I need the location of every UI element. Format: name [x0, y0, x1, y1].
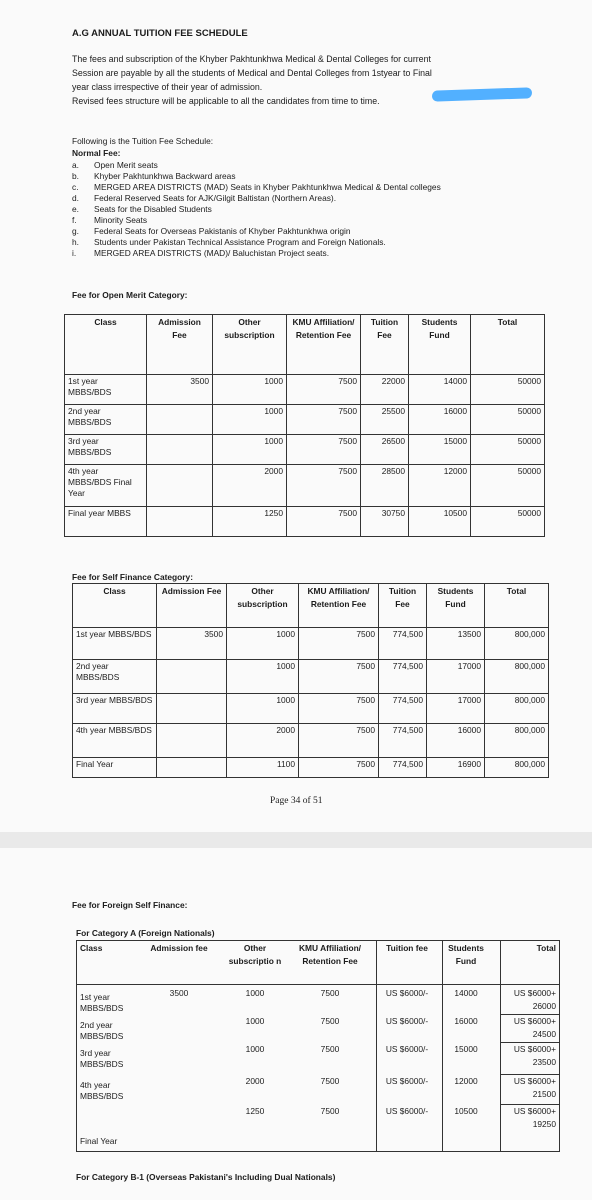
fee-cell: 50000	[471, 465, 545, 507]
fee-cell: 50000	[471, 375, 545, 405]
fee-cell: 10500	[454, 1106, 478, 1116]
category-text: Open Merit seats	[94, 160, 158, 170]
column-header: Class	[73, 584, 157, 628]
total-cell: US $6000+	[513, 1106, 556, 1116]
fee-cell: 7500	[320, 988, 340, 998]
class-cell: Final Year	[73, 758, 157, 778]
table-rule	[559, 940, 560, 1152]
category-item	[72, 171, 552, 182]
category-text: Federal Reserved Seats for AJK/Gilgit Baltistan (Northern Areas).	[94, 193, 337, 203]
table-row	[73, 694, 549, 724]
intro-line: The fees and subscription of the Khyber Pakhtunkhwa Medical & Dental Colleges for current	[72, 54, 431, 64]
fee-cell: US $6000/-	[385, 1076, 429, 1086]
fee-cell: 7500	[287, 405, 361, 435]
fee-cell: US $6000/-	[385, 1016, 429, 1026]
fee-cell: 22000	[361, 375, 409, 405]
column-header: Tuition fee	[386, 943, 428, 953]
fee-cell: 774,500	[379, 660, 427, 694]
category-text: Seats for the Disabled Students	[94, 204, 212, 214]
column-header: Total	[485, 584, 549, 628]
fee-cell: 7500	[320, 1106, 340, 1116]
fee-cell: 15000	[409, 435, 471, 465]
total-cell: 19250	[532, 1119, 556, 1129]
fee-cell: 17000	[427, 694, 485, 724]
table-row	[73, 724, 549, 758]
category-item	[72, 237, 552, 248]
category-item	[72, 193, 552, 204]
table-row	[65, 465, 545, 507]
class-cell: Final year MBBS	[65, 507, 147, 537]
fee-cell	[157, 660, 227, 694]
fee-cell: 50000	[471, 405, 545, 435]
fee-cell: 1000	[213, 435, 287, 465]
column-header: Admission fee	[150, 943, 208, 953]
column-header: Tuition Fee	[361, 315, 409, 375]
table-row	[65, 405, 545, 435]
column-header: Students Fund	[409, 315, 471, 375]
fee-cell: 800,000	[485, 724, 549, 758]
category-item	[72, 182, 552, 193]
category-text: Minority Seats	[94, 215, 148, 225]
fee-cell: 7500	[299, 628, 379, 660]
intro-line: Session are payable by all the students of Medical and Dental Colleges from 1styear to Final	[72, 68, 432, 78]
class-cell: 2nd year MBBS/BDS	[65, 405, 147, 435]
table-rule	[76, 1151, 560, 1152]
fee-cell: 12000	[454, 1076, 478, 1086]
column-header: Students Fund	[448, 943, 484, 966]
fee-cell: 800,000	[485, 660, 549, 694]
fee-cell: 1000	[227, 628, 299, 660]
fee-cell: 12000	[409, 465, 471, 507]
column-header: KMU Affiliation/ Retention Fee	[287, 315, 361, 375]
column-header: Other subscriptio n	[228, 943, 282, 966]
column-header: Tuition Fee	[379, 584, 427, 628]
foreign-fee-table	[76, 940, 560, 1152]
category-list	[72, 160, 552, 259]
fee-cell: US $6000/-	[385, 1106, 429, 1116]
fee-cell: 10500	[409, 507, 471, 537]
fee-cell	[147, 465, 213, 507]
fee-cell	[157, 758, 227, 778]
total-cell: 21500	[532, 1089, 556, 1099]
category-item	[72, 248, 552, 259]
fee-cell: 1000	[227, 660, 299, 694]
fee-cell: 1000	[245, 988, 265, 998]
class-cell: 4th year MBBS/BDS	[80, 1080, 124, 1101]
fee-cell: 7500	[320, 1044, 340, 1054]
fee-cell: 800,000	[485, 628, 549, 660]
fee-cell	[157, 724, 227, 758]
fee-cell	[147, 435, 213, 465]
column-header: Class	[80, 943, 103, 953]
table-row	[73, 628, 549, 660]
fee-cell: 26500	[361, 435, 409, 465]
total-cell: US $6000+	[513, 988, 556, 998]
class-cell: 1st year MBBS/BDS	[80, 992, 124, 1013]
class-cell: 4th year MBBS/BDS Final Year	[65, 465, 147, 507]
table-row	[65, 375, 545, 405]
column-header: Admission Fee	[157, 584, 227, 628]
category-letter: d.	[72, 193, 79, 203]
fee-cell: 1000	[227, 694, 299, 724]
category-letter: c.	[72, 182, 79, 192]
column-header: Other subscription	[227, 584, 299, 628]
class-cell: 4th year MBBS/BDS	[73, 724, 157, 758]
fee-cell	[147, 507, 213, 537]
fee-cell: 1100	[227, 758, 299, 778]
fee-cell: 774,500	[379, 628, 427, 660]
total-cell: US $6000+	[513, 1076, 556, 1086]
section-heading: A.G ANNUAL TUITION FEE SCHEDULE	[72, 28, 248, 39]
total-cell: US $6000+	[513, 1044, 556, 1054]
fee-cell: 7500	[287, 375, 361, 405]
total-cell: US $6000+	[513, 1016, 556, 1026]
total-cell: 26000	[532, 1001, 556, 1011]
class-cell: 2nd year MBBS/BDS	[80, 1020, 124, 1041]
column-header: KMU Affiliation/ Retention Fee	[298, 943, 362, 966]
total-cell: 23500	[532, 1057, 556, 1067]
class-cell: Final Year	[80, 1136, 118, 1146]
category-text: Khyber Pakhtunkhwa Backward areas	[94, 171, 236, 181]
total-cell: 24500	[532, 1029, 556, 1039]
intro-line: Revised fees structure will be applicable to all the candidates from time to time.	[72, 96, 380, 106]
category-letter: e.	[72, 204, 79, 214]
column-header: Students Fund	[427, 584, 485, 628]
page-number: Page 34 of 51	[270, 796, 323, 806]
fee-cell: 3500	[147, 375, 213, 405]
fee-cell: 774,500	[379, 724, 427, 758]
category-item	[72, 226, 552, 237]
class-cell: 1st year MBBS/BDS	[73, 628, 157, 660]
fee-cell: 30750	[361, 507, 409, 537]
fee-cell: 14000	[409, 375, 471, 405]
intro-line: year class irrespective of their year of admission.	[72, 82, 263, 92]
fee-cell: 2000	[227, 724, 299, 758]
category-letter: g.	[72, 226, 79, 236]
fee-cell: 50000	[471, 435, 545, 465]
category-item	[72, 160, 552, 171]
category-item	[72, 215, 552, 226]
fee-cell: 1000	[213, 405, 287, 435]
fee-cell: 16000	[454, 1016, 478, 1026]
class-cell: 2nd year MBBS/BDS	[73, 660, 157, 694]
fee-cell: 1250	[245, 1106, 265, 1116]
fee-cell: 774,500	[379, 694, 427, 724]
fee-cell: 800,000	[485, 758, 549, 778]
fee-cell: 2000	[213, 465, 287, 507]
fee-cell: 7500	[299, 660, 379, 694]
fee-cell: 17000	[427, 660, 485, 694]
fee-cell: 7500	[299, 694, 379, 724]
category-text: MERGED AREA DISTRICTS (MAD) Seats in Khyber Pakhtunkhwa Medical & Dental colleges	[94, 182, 441, 192]
category-letter: b.	[72, 171, 79, 181]
table-rule	[500, 1104, 560, 1105]
fee-cell: 28500	[361, 465, 409, 507]
fee-cell: 7500	[320, 1016, 340, 1026]
fee-cell: 1250	[213, 507, 287, 537]
table-rule	[76, 984, 560, 985]
column-header: Total	[536, 943, 556, 953]
self-finance-fee-table	[72, 583, 549, 778]
fee-cell: 16000	[409, 405, 471, 435]
column-header: KMU Affiliation/ Retention Fee	[299, 584, 379, 628]
column-header: Class	[65, 315, 147, 375]
fee-cell: 25500	[361, 405, 409, 435]
fee-cell: 7500	[299, 724, 379, 758]
column-header: Other subscription	[213, 315, 287, 375]
table-rule	[500, 940, 501, 1152]
normal-fee-label: Normal Fee:	[72, 148, 121, 158]
table-rule	[442, 940, 443, 1152]
category-text: Federal Seats for Overseas Pakistanis of Khyber Pakhtunkhwa origin	[94, 226, 351, 236]
fee-cell: 800,000	[485, 694, 549, 724]
table-row	[65, 435, 545, 465]
fee-cell: 16900	[427, 758, 485, 778]
table-row	[73, 660, 549, 694]
fee-cell: 1000	[213, 375, 287, 405]
table-row	[65, 507, 545, 537]
table-rule	[500, 1042, 560, 1043]
table-header-row	[73, 584, 549, 628]
open-merit-fee-table	[64, 314, 545, 537]
self-finance-heading: Fee for Self Finance Category:	[72, 572, 193, 582]
table-rule	[500, 1074, 560, 1075]
fee-cell	[147, 405, 213, 435]
category-text: MERGED AREA DISTRICTS (MAD)/ Baluchistan Project seats.	[94, 248, 330, 258]
table-rule	[500, 1014, 560, 1015]
category-letter: f.	[72, 215, 77, 225]
fee-cell: 7500	[299, 758, 379, 778]
fee-cell: US $6000/-	[385, 1044, 429, 1054]
fee-cell: 2000	[245, 1076, 265, 1086]
category-letter: a.	[72, 160, 79, 170]
table-rule	[76, 940, 560, 941]
fee-cell: 14000	[454, 988, 478, 998]
class-cell: 3rd year MBBS/BDS	[80, 1048, 124, 1069]
category-a-heading: For Category A (Foreign Nationals)	[76, 928, 215, 938]
class-cell: 3rd year MBBS/BDS	[65, 435, 147, 465]
fee-cell: 16000	[427, 724, 485, 758]
category-letter: h.	[72, 237, 79, 247]
fee-cell: 13500	[427, 628, 485, 660]
fee-cell: 3500	[169, 988, 189, 998]
foreign-self-finance-heading: Fee for Foreign Self Finance:	[72, 900, 188, 910]
column-header: Admission Fee	[147, 315, 213, 375]
class-cell: 3rd year MBBS/BDS	[73, 694, 157, 724]
fee-cell: 50000	[471, 507, 545, 537]
table-rule	[76, 940, 77, 1152]
fee-cell: 3500	[157, 628, 227, 660]
column-header: Total	[471, 315, 545, 375]
fee-cell: 774,500	[379, 758, 427, 778]
fee-cell: 1000	[245, 1016, 265, 1026]
category-b1-heading: For Category B-1 (Overseas Pakistani's Including Dual Nationals)	[76, 1172, 336, 1182]
document-page-35	[0, 848, 592, 1200]
table-rule	[376, 940, 377, 1152]
class-cell: 1st year MBBS/BDS	[65, 375, 147, 405]
category-letter: i.	[72, 248, 77, 258]
open-merit-heading: Fee for Open Merit Category:	[72, 290, 188, 300]
fee-cell: 15000	[454, 1044, 478, 1054]
category-item	[72, 204, 552, 215]
fee-cell	[157, 694, 227, 724]
table-row	[73, 758, 549, 778]
fee-cell: 1000	[245, 1044, 265, 1054]
fee-cell: 7500	[287, 435, 361, 465]
schedule-intro: Following is the Tuition Fee Schedule:	[72, 136, 214, 146]
fee-cell: 7500	[287, 465, 361, 507]
table-header-row	[65, 315, 545, 375]
category-text: Students under Pakistan Technical Assistance Program and Foreign Nationals.	[94, 237, 386, 247]
fee-cell: 7500	[287, 507, 361, 537]
fee-cell: 7500	[320, 1076, 340, 1086]
fee-cell: US $6000/-	[385, 988, 429, 998]
